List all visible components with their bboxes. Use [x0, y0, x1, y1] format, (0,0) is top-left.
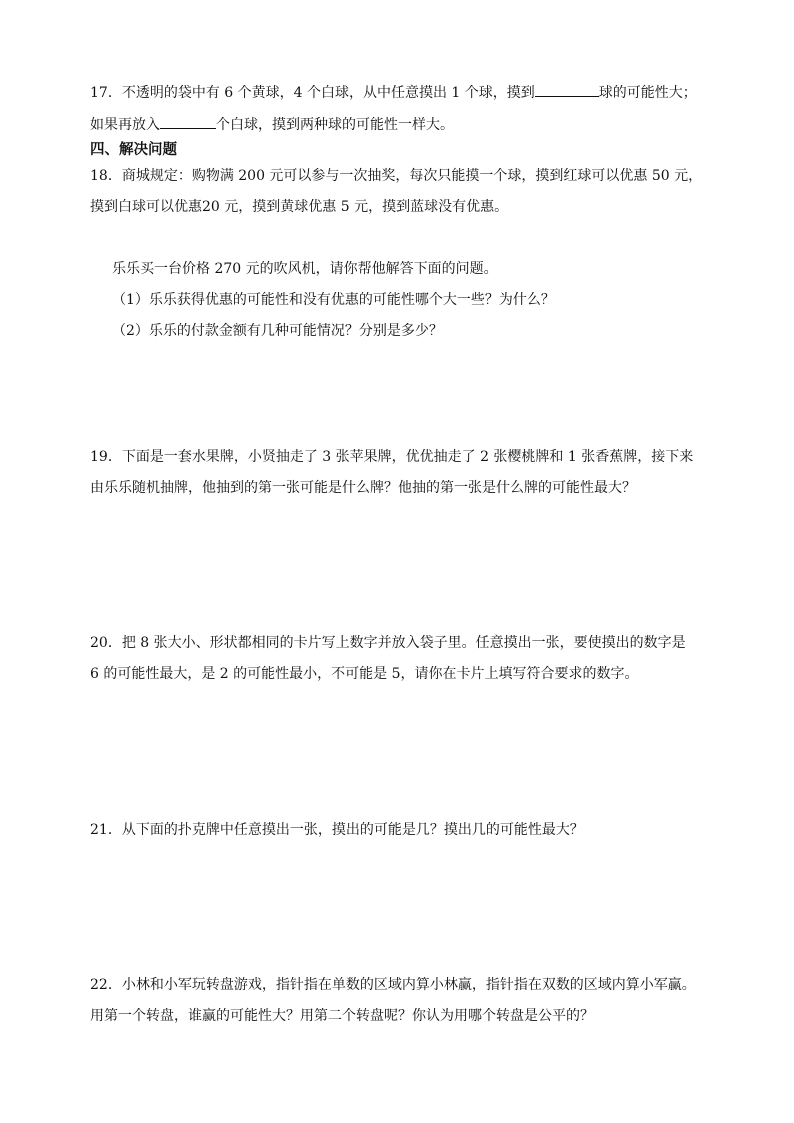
- q17-text-before-blank-1: 17．不透明的袋中有 6 个黄球，4 个白球，从中任意摸出 1 个球，摸到: [90, 85, 535, 101]
- answer-blank-2[interactable]: [160, 114, 216, 129]
- q22-line-1: 22．小林和小军玩转盘游戏，指针指在单数的区域内算小林赢，指针指在双数的区域内算小军赢。: [90, 977, 696, 993]
- q17-line-2: [90, 114, 730, 135]
- q17-text-before-blank-2: 如果再放入: [90, 117, 160, 133]
- q20-line-1: 20．把 8 张大小、形状都相同的卡片写上数字并放入袋子里。任意摸出一张，要使摸出的数字是: [90, 635, 686, 651]
- section-heading: 四、解决问题: [90, 142, 177, 158]
- answer-blank-1[interactable]: [535, 82, 599, 97]
- q20-line-2: 6 的可能性最大，是 2 的可能性最小，不可能是 5，请你在卡片上填写符合要求的数字。: [90, 666, 639, 682]
- q19-line-2: 由乐乐随机抽牌，他抽到的第一张可能是什么牌？他抽的第一张是什么牌的可能性最大？: [90, 480, 636, 496]
- q18-subquestion-2: （2）乐乐的付款金额有几种可能情况？分别是多少？: [112, 323, 443, 339]
- q19-line-1: 19．下面是一套水果牌，小贤抽走了 3 张苹果牌，优优抽走了 2 张樱桃牌和 1 张香蕉牌，接下来: [90, 449, 694, 465]
- q21-line-1: 21．从下面的扑克牌中任意摸出一张，摸出的可能是几？摸出几的可能性最大？: [90, 822, 584, 838]
- q18-intro: 乐乐买一台价格 270 元的吹风机，请你帮他解答下面的问题。: [112, 261, 498, 277]
- q18-line-1: 18．商城规定：购物满 200 元可以参与一次抽奖，每次只能摸一个球，摸到红球可以优惠 50 元，: [90, 168, 703, 184]
- q17-line-1: [90, 82, 730, 103]
- q22-line-2: 用第一个转盘，谁赢的可能性大？用第二个转盘呢？你认为用哪个转盘是公平的？: [90, 1008, 594, 1024]
- q17-text-after-blank-1: 球的可能性大；: [598, 85, 697, 101]
- q18-subquestion-1: （1）乐乐获得优惠的可能性和没有优惠的可能性哪个大一些？为什么？: [112, 292, 555, 308]
- q18-line-2: 摸到白球可以优惠20 元，摸到黄球优惠 5 元，摸到蓝球没有优惠。: [90, 199, 509, 215]
- q17-text-after-blank-2: 个白球，摸到两种球的可能性一样大。: [216, 117, 454, 133]
